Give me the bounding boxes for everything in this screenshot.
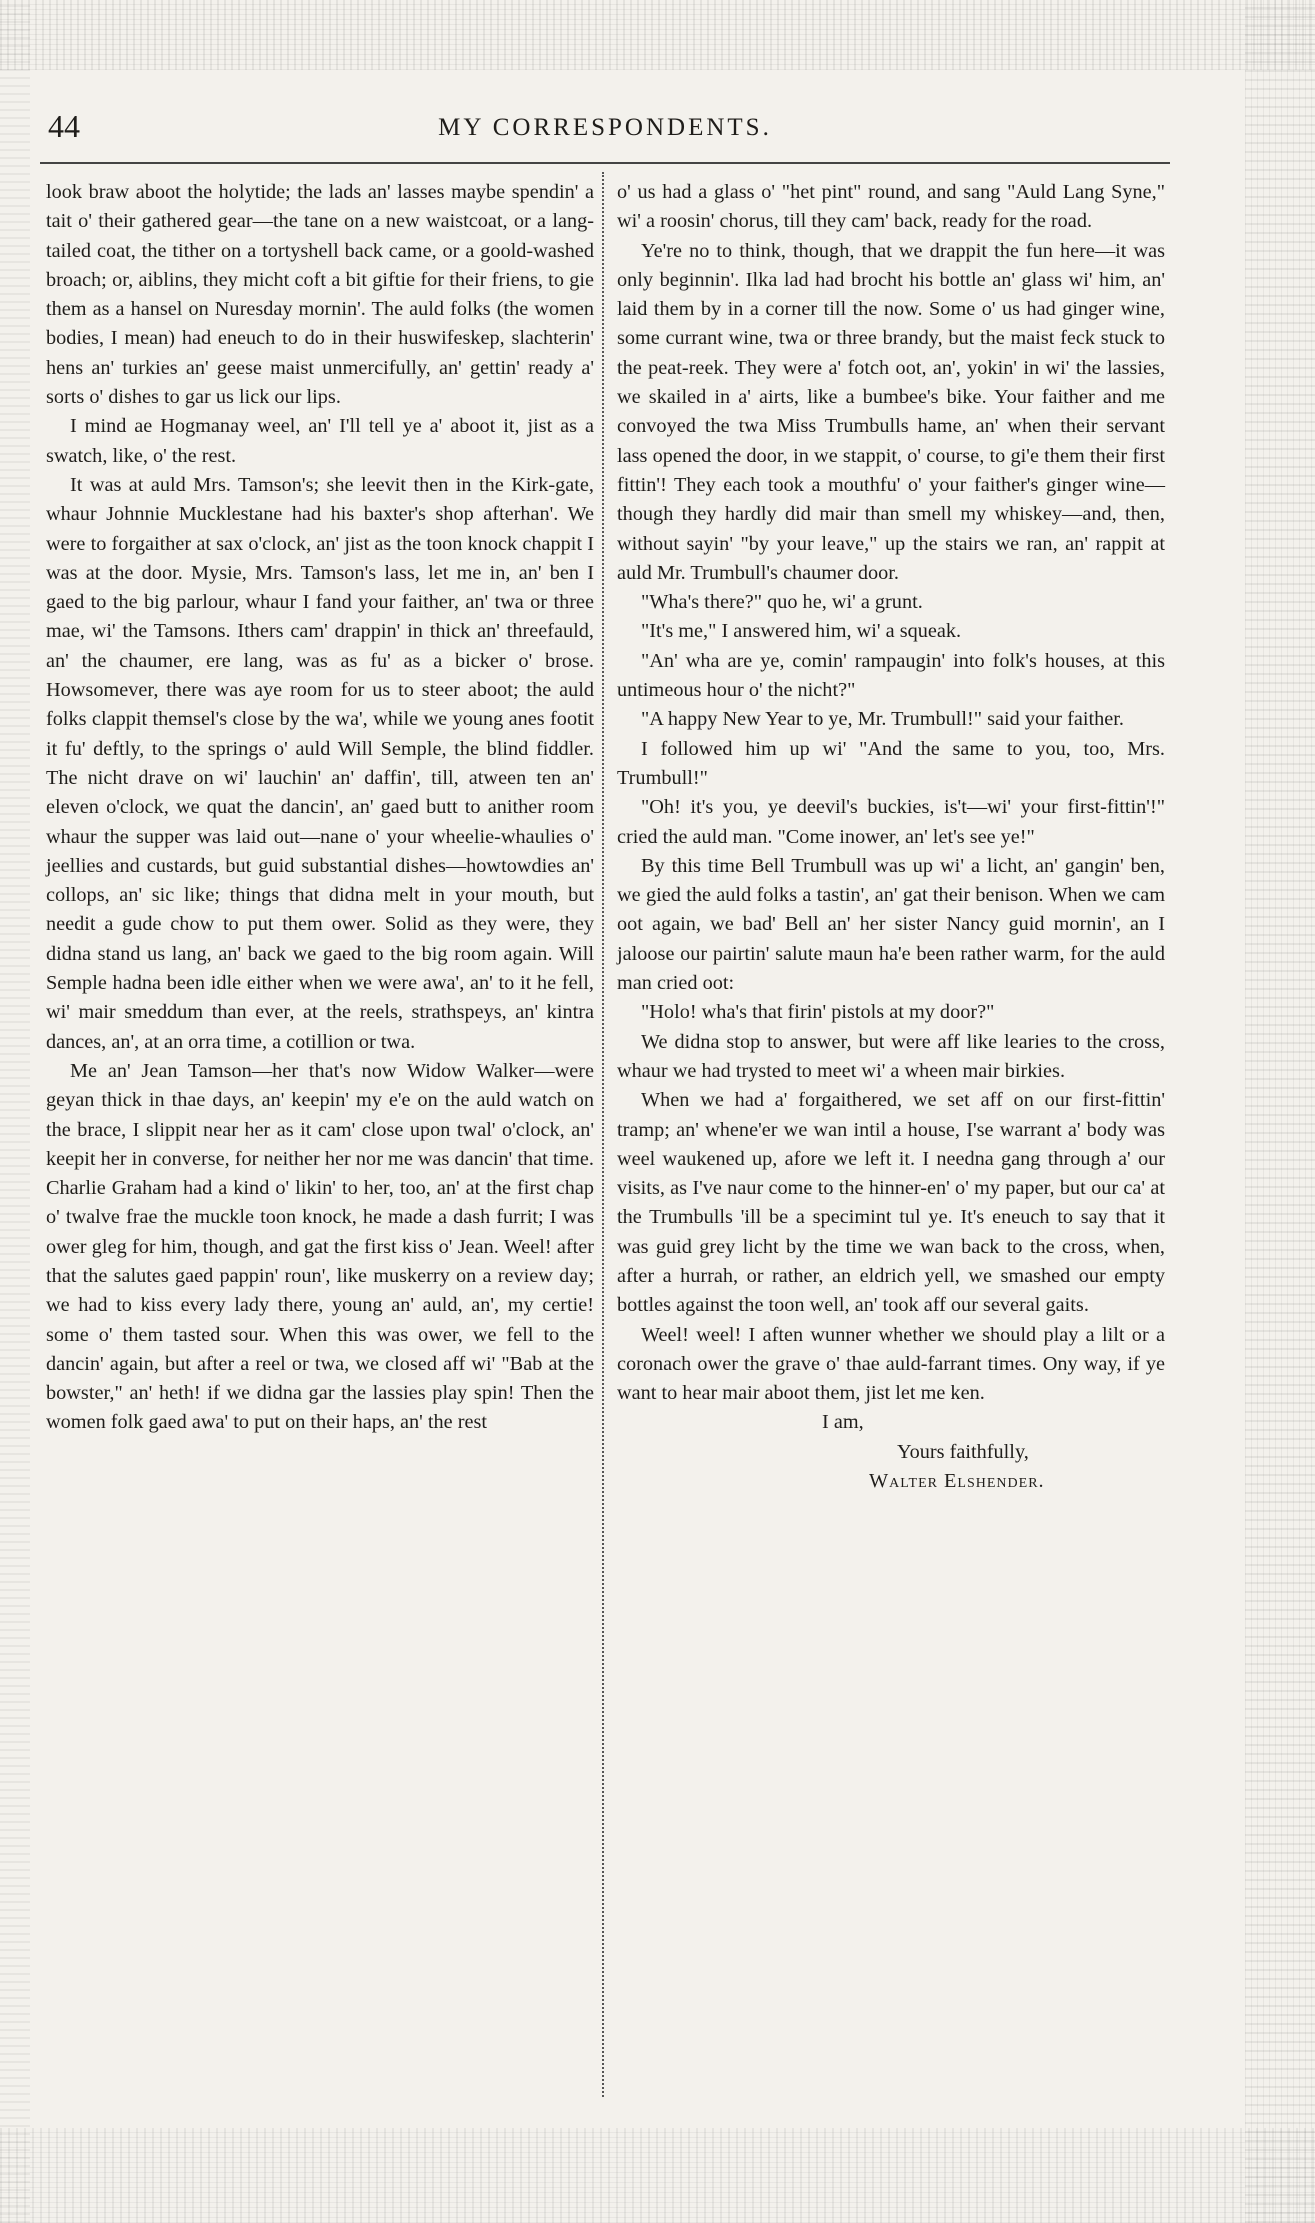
left-column — [46, 178, 594, 1438]
closing-yours-faithfully: Yours faithfully, — [897, 1440, 1029, 1463]
running-head: MY CORRESPONDENTS. — [438, 114, 772, 141]
paragraph: I mind ae Hogmanay weel, an' I'll tell ye a' aboot it, jist as a swatch, like, o' the rest. — [46, 415, 594, 467]
header-rule — [40, 162, 1170, 164]
scan-noise-bottom — [0, 2128, 1315, 2223]
right-column — [617, 178, 1165, 1496]
page-header — [40, 108, 1170, 158]
scan-noise-right — [1245, 0, 1315, 2223]
paragraph: We didna stop to answer, but were aff like learies to the cross, whaur we had trysted to meet wi' a wheen mair birkies. — [617, 1030, 1165, 1082]
paragraph: look braw aboot the holytide; the lads an' lasses maybe spendin' a tait o' their gathered gear—the tane on a new waistcoat, or a lang-tailed coat, the tither on a tortyshell back came, or a goold-washed broach; or, aiblins, they micht coft a bit giftie for their friens, to gie them as a hansel on Nuresday mornin'. The auld folks (the women bodies, I mean) had eneuch to do in their huswifeskep, slachterin' hens an' turkies an' geese maist unmercifully, an' gettin' ready a' sorts o' dishes to gar us lick our lips. — [46, 181, 594, 409]
paragraph: "It's me," I answered him, wi' a squeak. — [641, 620, 962, 643]
paragraph: "An' wha are ye, comin' rampaugin' into folk's houses, at this untimeous hour o' the nicht?" — [617, 649, 1165, 702]
page-number: 44 — [48, 108, 80, 144]
paragraph: It was at auld Mrs. Tamson's; she leevit then in the Kirk-gate, whaur Johnnie Mucklestane had his baxter's shop afterhan'. We were to forgaither at sax o'clock, an' jist as the toon knock chappit I was at the door. Mysie, Mrs. Tamson's lass, let me in, an' ben I gaed to the big parlour, whaur I fand your faither, an' twa or three mae, wi' the Tamsons. Ithers cam' drappin' in thick an' threefauld, an' the chaumer, ere lang, was as fu' as a bicker o' brose. Howsomever, there was aye room for us to steer aboot; the auld folks clappit themsel's close by the wa', while we young anes footit it fu' deftly, to the springs o' auld Will Semple, the blind fiddler. The nicht drave on wi' lauchin' an' daffin', till, atween ten an' eleven o'clock, we quat the dancin', an' gaed butt to anither room whaur the supper was laid out—nane o' your wheelie-whaulies o' jeellies and custards, but guid substantial dishes—howtowdies an' collops, an' sic like; things that didna melt in your mouth, but needit a gude chow to put them ower. Solid as they were, they didna stand us lang, an' back we gaed to the big room again. Will Semple hadna been idle either when we were awa', an' to it he fell, wi' mair smeddum than ever, at the reels, strathspeys, an' kintra dances, an', at an orra time, a cotillion or twa. — [46, 473, 594, 1053]
closing-i-am: I am, — [822, 1411, 864, 1434]
paragraph: o' us had a glass o' "het pint" round, and sang "Auld Lang Syne," wi' a roosin' chorus, till they cam' back, ready for the road. — [617, 181, 1165, 233]
paragraph: I followed him up wi' "And the same to you, too, Mrs. Trumbull!" — [617, 737, 1165, 789]
paragraph: When we had a' forgaithered, we set aff on our first-fittin' tramp; an' whene'er we wan intil a house, I'se warrant a' body was weel waukened up, afore we left it. I needna gang through a' our visits, as I've naur come to the hinner-en' o' my paper, but our ca' at the Trumbulls 'ill be a specimint tul ye. It's eneuch to say that it was guid grey licht by the time we wan back to the cross, when, after a hurrah, or rather, an eldrich yell, we smashed our empty bottles against the toon well, an' took aff our several gaits. — [617, 1089, 1165, 1317]
scan-noise-left — [0, 0, 30, 2223]
paragraph: Me an' Jean Tamson—her that's now Widow Walker—were geyan thick in thae days, an' keepin' my e'e on the auld watch on the brace, I slippit near her as it cam' close upon twal' o'clock, an' keepit her in converse, for neither her nor me was dancin' that time. Charlie Graham had a kind o' likin' to her, too, an' at the first chap o' twalve frae the muckle toon knock, he made a dash furrit; I was ower gleg for him, though, and gat the first kiss o' Jean. Weel! after that the salutes gaed pappin' roun', like muskerry on a review day; we had to kiss every lady there, young an' auld, an', my certie! some o' them tasted sour. When this was ower, we fell to the dancin' again, but after a reel or twa, we closed aff wi' "Bab at the bowster," an' heth! if we didna gar the lassies play spin! Then the women folk gaed awa' to put on their haps, an' the rest — [46, 1059, 594, 1434]
signature: Walter Elshender. — [869, 1470, 1045, 1493]
paragraph: "Holo! wha's that firin' pistols at my door?" — [641, 1001, 995, 1024]
paragraph: "A happy New Year to ye, Mr. Trumbull!" said your faither. — [641, 708, 1124, 731]
paragraph: "Wha's there?" quo he, wi' a grunt. — [641, 591, 923, 614]
paragraph: Weel! weel! I aften wunner whether we should play a lilt or a coronach ower the grave o' thae auld-farrant times. Ony way, if ye want to hear mair aboot them, jist let me ken. — [617, 1323, 1165, 1405]
paragraph: By this time Bell Trumbull was up wi' a licht, an' gangin' ben, we gied the auld folks a tastin', an' gat their benison. When we cam oot again, we bad' Bell an' her sister Nancy guid mornin', an I jaloose our pairtin' salute maun ha'e been rather warm, for the auld man cried oot: — [617, 854, 1165, 995]
paragraph: Ye're no to think, though, that we drappit the fun here—it was only beginnin'. Ilka lad had brocht his bottle an' glass wi' him, an' laid them by in a corner till the now. Some o' us had ginger wine, some currant wine, twa or three brandy, but the maist feck stuck to the peat-reek. They were a' fotch oot, an', yokin' in wi' the lassies, we skailed in a' airts, like a bumbee's bike. Your faither and me convoyed the twa Miss Trumbulls hame, an' when their servant lass opened the door, in we stappit, o' course, to gi'e them their first fittin'! They each took a mouthfu' o' your faither's ginger wine—though they hardly did mair than smell my whiskey—and, then, without sayin' "by your leave," up the stairs we ran, an' rappit at auld Mr. Trumbull's chaumer door. — [617, 239, 1165, 584]
scan-noise-top — [0, 0, 1315, 70]
paragraph: "Oh! it's you, ye deevil's buckies, is't—wi' your first-fittin'!" cried the auld man. "Come inower, an' let's see ye!" — [617, 796, 1165, 848]
column-divider — [602, 172, 604, 2097]
